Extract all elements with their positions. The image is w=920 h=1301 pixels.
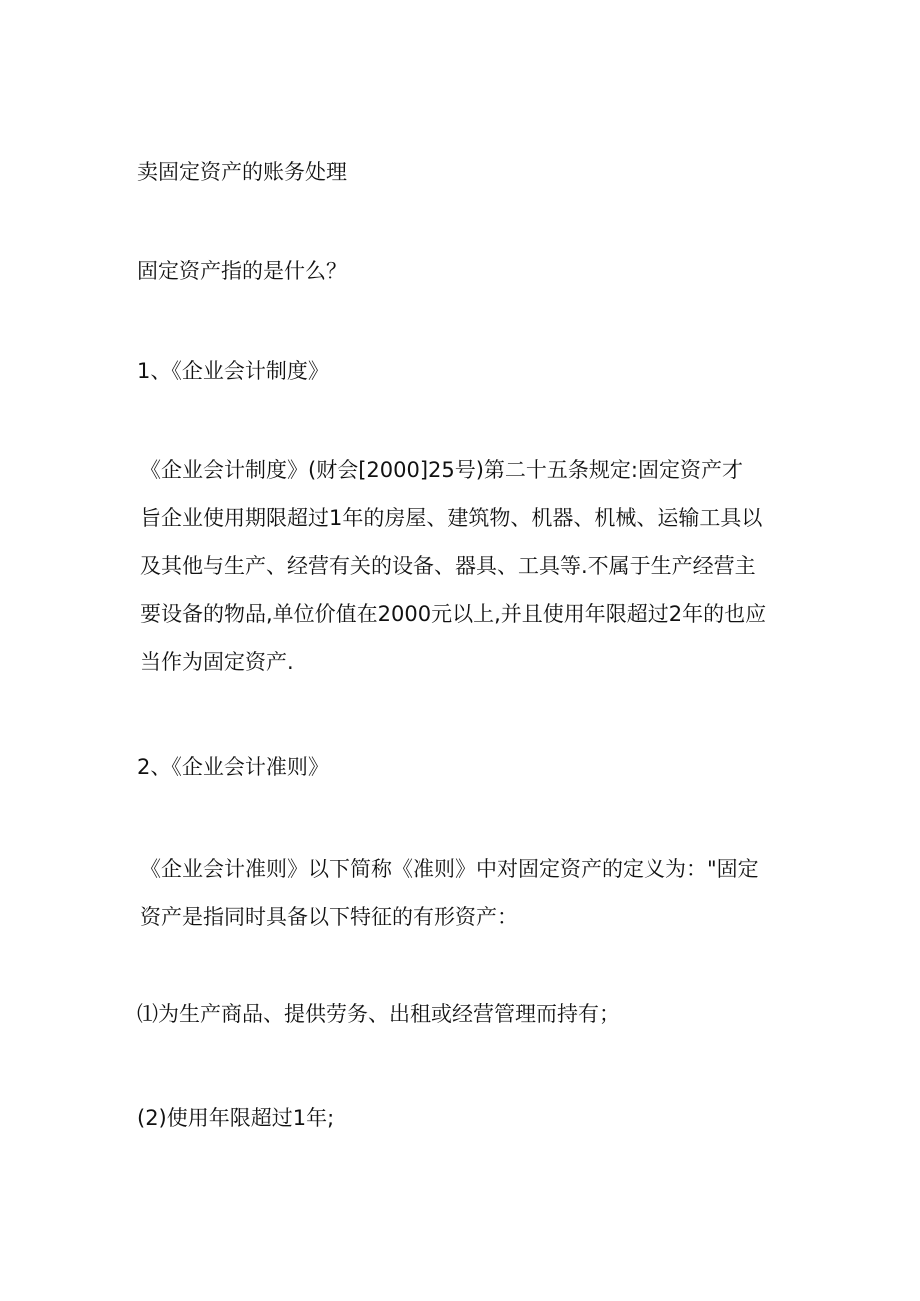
document-title: 卖固定资产的账务处理 <box>137 160 347 184</box>
section1-line-5: 当作为固定资产. <box>140 650 294 674</box>
section1-line-3: 及其他与生产、经营有关的设备、器具、工具等.不属于生产经营主 <box>140 554 756 578</box>
section2-heading: 2、《企业会计准则》 <box>137 755 329 779</box>
question-heading: 固定资产指的是什么？ <box>137 259 347 283</box>
section2-line-1: 《企业会计准则》以下简称《准则》中对固定资产的定义为："固定 <box>140 857 759 881</box>
section2-paragraph <box>140 845 790 941</box>
section1-line-2: 旨企业使用期限超过1年的房屋、建筑物、机器、机械、运输工具以 <box>140 506 763 530</box>
section2-item-2: (2)使用年限超过1年; <box>137 1106 335 1130</box>
section1-line-1: 《企业会计制度》(财会[2000]25号)第二十五条规定:固定资产才 <box>140 458 744 482</box>
section2-item-1: ⑴为生产商品、提供劳务、出租或经营管理而持有； <box>137 1002 620 1026</box>
section1-paragraph <box>140 446 790 686</box>
section1-line-4: 要设备的物品,单位价值在2000元以上,并且使用年限超过2年的也应 <box>140 602 767 626</box>
section1-heading: 1、《企业会计制度》 <box>137 359 329 383</box>
section2-line-2: 资产是指同时具备以下特征的有形资产： <box>140 905 518 929</box>
